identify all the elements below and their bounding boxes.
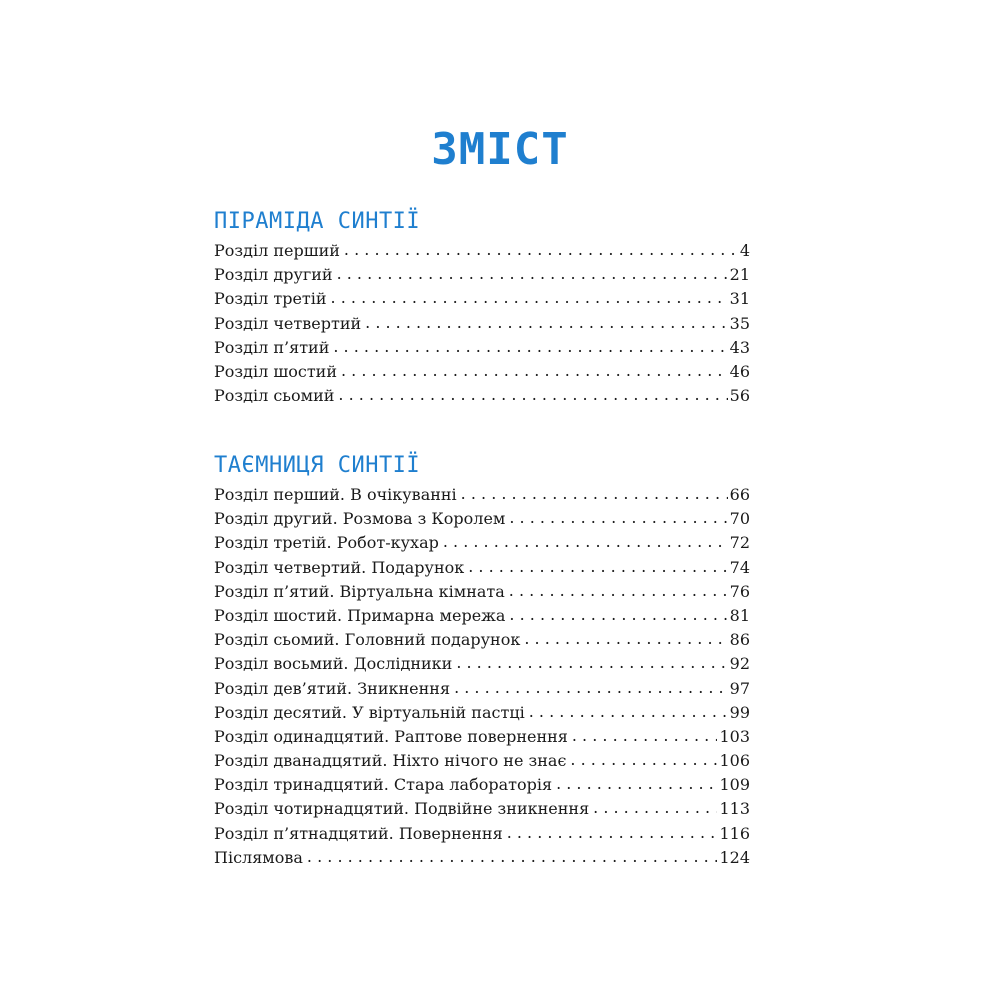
toc-entry-page-number: 97	[729, 678, 750, 698]
dot-leader	[509, 506, 727, 530]
toc-entry-page-number: 92	[729, 654, 750, 674]
toc-entry	[214, 336, 750, 360]
toc-entry-title: Розділ перший. В очікуванні	[214, 485, 457, 504]
section-taiemnytsia-synthii	[214, 449, 750, 870]
toc-entry	[214, 287, 750, 311]
dot-leader	[529, 700, 728, 724]
toc-entry-page-number: 56	[729, 386, 750, 406]
dot-leader	[443, 530, 728, 554]
toc-entry-page-number: 21	[729, 265, 750, 285]
section-piramida-synthii	[214, 205, 750, 408]
dot-leader	[507, 821, 718, 845]
toc-entry-page-number: 124	[719, 847, 750, 867]
toc-entry-page-number: 106	[719, 751, 750, 771]
toc-entry-page-number: 99	[729, 702, 750, 722]
toc-entry	[214, 652, 750, 676]
toc-list	[214, 483, 750, 870]
toc-entry	[214, 773, 750, 797]
toc-entry	[214, 483, 750, 507]
toc-entry-title: Розділ дев’ятий. Зникнення	[214, 678, 451, 698]
toc-entry	[214, 507, 750, 531]
dot-leader	[556, 772, 717, 796]
toc-entry	[214, 531, 750, 555]
toc-entry-page-number: 74	[729, 557, 750, 577]
toc-entry-title: Розділ тринадцятий. Стара лабораторія	[214, 775, 553, 795]
toc-entry	[214, 263, 750, 287]
toc-entry-page-number: 76	[729, 581, 750, 601]
dot-leader	[307, 845, 718, 869]
toc-entry-title: Розділ четвертий	[214, 313, 362, 333]
toc-entry-page-number: 109	[719, 775, 750, 795]
toc-entry	[214, 725, 750, 749]
toc-entry	[214, 604, 750, 628]
dot-leader	[331, 286, 728, 310]
toc-entry-title: Розділ одинадцятий. Раптове повернення	[214, 726, 568, 746]
toc-entry	[214, 822, 750, 846]
toc-entry-page-number: 116	[719, 823, 750, 843]
toc-entry-page-number: 4	[739, 241, 750, 260]
dot-leader	[461, 482, 728, 506]
dot-leader	[570, 748, 717, 772]
toc-entry-title: Розділ сьомий	[214, 386, 335, 406]
toc-entry-page-number: 31	[729, 289, 750, 309]
toc-entry-page-number: 35	[729, 313, 750, 333]
dot-leader	[333, 335, 727, 359]
toc-entry-title: Розділ п’ятий	[214, 337, 330, 357]
toc-entry-title: Розділ третій. Робот-кухар	[214, 533, 439, 553]
toc-entry-page-number: 72	[729, 533, 750, 553]
section-heading: ТАЄМНИЦЯ СИНТІЇ	[214, 453, 421, 478]
dot-leader	[572, 724, 718, 748]
dot-leader	[509, 579, 728, 603]
toc-entry-title: Розділ восьмий. Дослідники	[214, 654, 453, 674]
toc-entry-page-number: 70	[729, 509, 750, 529]
toc-entry-title: Розділ п’ятнадцятий. Повернення	[214, 823, 503, 843]
toc-entry-page-number: 103	[719, 726, 750, 746]
dot-leader	[524, 627, 727, 651]
toc-entry-title: Розділ шостий	[214, 361, 337, 381]
dot-leader	[365, 311, 728, 335]
toc-entry-title: Розділ шостий. Примарна мережа	[214, 605, 506, 625]
toc-entry-page-number: 86	[729, 630, 750, 650]
dot-leader	[344, 238, 738, 262]
dot-leader	[341, 359, 728, 383]
toc-entry-page-number: 46	[729, 361, 750, 381]
section-heading: ПІРАМІДА СИНТІЇ	[214, 209, 421, 234]
toc-entry-title: Розділ чотирнадцятий. Подвійне зникнення	[214, 799, 590, 819]
page-title: ЗМІСТ	[431, 124, 569, 175]
toc-entry	[214, 384, 750, 408]
toc-entry-title: Розділ перший	[214, 241, 340, 260]
toc-entry	[214, 239, 750, 263]
toc-entry-title: Розділ четвертий. Подарунок	[214, 557, 465, 577]
dot-leader	[468, 555, 727, 579]
dot-leader	[454, 676, 728, 700]
toc-entry	[214, 797, 750, 821]
toc-entry-title: Розділ другий. Розмова з Королем	[214, 509, 506, 529]
toc-entry-page-number: 81	[729, 605, 750, 625]
dot-leader	[593, 796, 717, 820]
toc-entry-title: Розділ п’ятий. Віртуальна кімната	[214, 581, 505, 601]
toc-entry	[214, 701, 750, 725]
toc-entry	[214, 846, 750, 870]
toc-entry	[214, 312, 750, 336]
dot-leader	[337, 262, 728, 286]
toc-entry-page-number: 113	[719, 799, 750, 819]
dot-leader	[509, 603, 727, 627]
toc-entry-title: Розділ дванадцятий. Ніхто нічого не знає	[214, 751, 567, 771]
toc-entry-page-number: 66	[729, 485, 750, 504]
toc-entry-title: Розділ десятий. У віртуальній пастці	[214, 702, 525, 722]
dot-leader	[456, 651, 727, 675]
dot-leader	[338, 383, 727, 407]
toc-entry	[214, 749, 750, 773]
toc-entry-title: Розділ сьомий. Головний подарунок	[214, 630, 521, 650]
toc-entry	[214, 677, 750, 701]
toc-list	[214, 239, 750, 408]
toc-entry-title: Розділ другий	[214, 265, 333, 285]
toc-entry-title: Розділ третій	[214, 289, 327, 309]
toc-entry	[214, 580, 750, 604]
toc-entry	[214, 360, 750, 384]
toc-entry-title: Післямова	[214, 847, 303, 867]
toc-entry-page-number: 43	[729, 337, 750, 357]
toc-entry	[214, 556, 750, 580]
toc-entry	[214, 628, 750, 652]
